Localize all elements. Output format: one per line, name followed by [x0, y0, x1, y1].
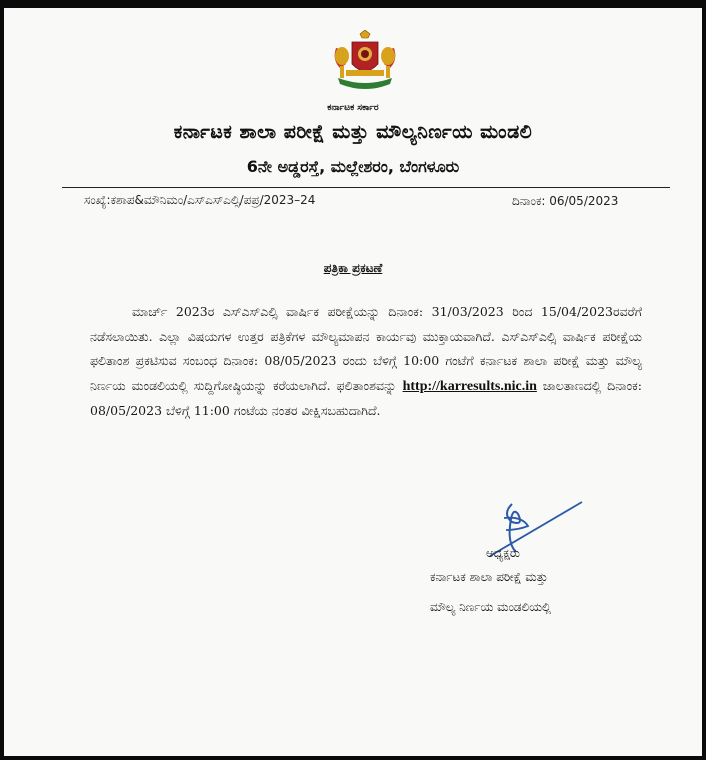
signatory-line-2: ಮೌಲ್ಯ ನಿರ್ಣಯ ಮಂಡಲಿಯಲ್ಲಿ: [430, 600, 552, 614]
notice-body-part-1: ಮಾರ್ಚ್ 2023ರ ಎಸ್ಎಸ್ಎಲ್ಸಿ ವಾರ್ಷಿಕ ಪರೀಕ್ಷೆಯನ್ನು ದಿನಾಂಕ: 31/03/2023 ರಿಂದ 15/04/2023ರವರೆಗೆ ನಡೆಸಲಾಯಿತು. ಎಲ್ಲಾ ವಿಷಯಗಳ ಉತ್ತರ ಪತ್ರಿಕೆಗಳ ಮೌಲ್ಯಮಾಪನ ಕಾರ್ಯವು ಮುಕ್ತಾಯವಾಗಿದೆ. ಎಸ್ಎಸ್ಎಲ್ಸಿ ವಾರ್ಷಿಕ ಪರೀಕ್ಷೆಯ ಫಲಿತಾಂಶ ಪ್ರಕಟಿಸುವ ಸಂಬಂಧ ದಿನಾಂಕ: 08/05/2023 ರಂದು ಬೆಳಿಗ್ಗೆ 10:00 ಗಂಟೆಗೆ ಕರ್ನಾಟಕ ಶಾಲಾ ಪರೀಕ್ಷೆ ಮತ್ತು ಮೌಲ್ಯ ನಿರ್ಣಯ ಮಂಡಲಿಯಲ್ಲಿ ಸುದ್ದಿಗೋಷ್ಠಿಯನ್ನು ಕರೆಯಲಾಗಿದೆ. ಫಲಿತಾಂಶವನ್ನು: [90, 304, 642, 393]
notice-body-part-2: ಜಾಲತಾಣದಲ್ಲಿ ದಿನಾಂಕ: 08/05/2023 ಬೆಳಿಗ್ಗೆ 11:00 ಗಂಟೆಯ ನಂತರ ವೀಕ್ಷಿಸಬಹುದಾಗಿದೆ.: [90, 377, 642, 419]
board-address: 6ನೇ ಅಡ್ಡರಸ್ತೆ, ಮಲ್ಲೇಶರಂ, ಬೆಂಗಳೂರು: [246, 157, 460, 176]
notice-body: [90, 300, 642, 424]
press-release-document: [4, 8, 702, 756]
signatory-designation: ಅಧ್ಯಕ್ಷರು: [486, 546, 520, 560]
press-release-heading: ಪತ್ರಿಕಾ ಪ್ರಕಟಣೆ: [323, 261, 383, 275]
signatory-line-1: ಕರ್ನಾಟಕ ಶಾಲಾ ಪರೀಕ್ಷೆ ಮತ್ತು: [430, 570, 548, 584]
reference-number: ಸಂಖ್ಯೆ:ಕಶಾಪ&ಮೌನಿಮಂ/ಎಸ್ಎಸ್ಎಲ್ಸಿ/ಪಪ್ರ/2023–24: [84, 193, 316, 207]
header-divider: [62, 187, 670, 188]
karnataka-state-emblem-icon: [326, 30, 404, 98]
board-name-title: ಕರ್ನಾಟಕ ಶಾಲಾ ಪರೀಕ್ಷೆ ಮತ್ತು ಮೌಲ್ಯನಿರ್ಣಯ ಮಂಡಲಿ: [173, 121, 533, 143]
issue-date: ದಿನಾಂಕ: 06/05/2023: [512, 194, 619, 208]
results-website-link[interactable]: http://karresults.nic.in: [402, 378, 537, 394]
government-label: ಕರ್ನಾಟಕ ಸರ್ಕಾರ: [327, 103, 379, 113]
